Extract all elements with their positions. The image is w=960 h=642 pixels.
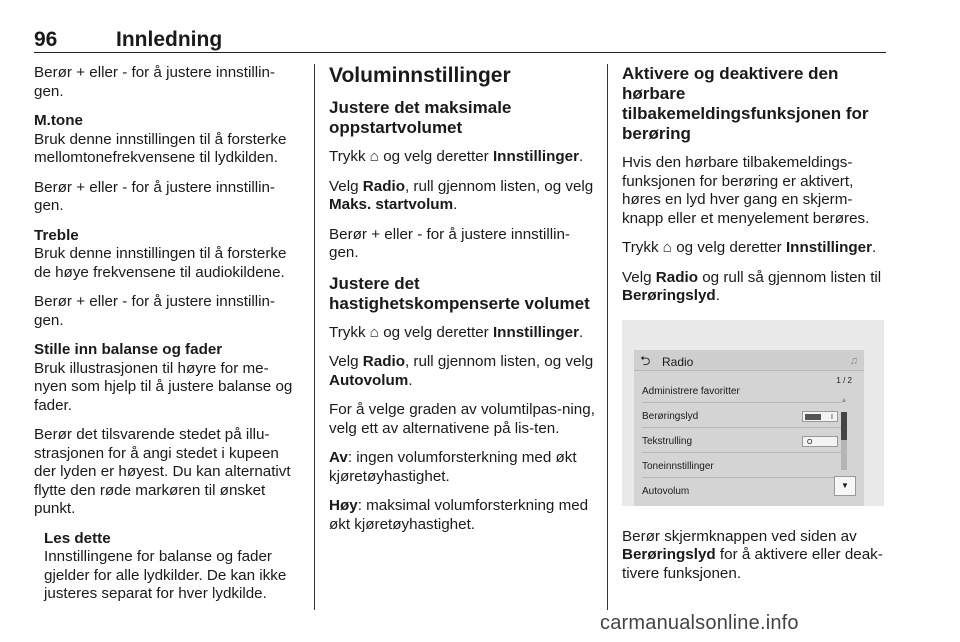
radio-screen [634,350,864,506]
page-indicator: 1 / 2 [836,375,852,385]
toggle-switch[interactable]: I [802,411,838,422]
paragraph: Høy: maksimal volumforsterkning med økt kjøretøyhastighet. [329,497,589,533]
column-divider [314,64,315,610]
paragraph: Berør + eller - for å justere innstillin-gen. [329,225,570,261]
music-note-icon[interactable]: ♫ [849,354,858,367]
column-left [34,64,300,615]
list-item[interactable]: Tekstrulling O [642,428,842,453]
list-item[interactable]: Toneinnstillinger [642,453,842,478]
column-middle [329,64,595,545]
paragraph: Velg Radio og rull så gjennom listen til Berøringslyd. [622,268,882,304]
page-header [34,28,886,52]
note-box [44,530,300,604]
subheading-balance: Stille inn balanse og fader [34,341,223,358]
scroll-down-button[interactable]: ▼ [834,476,856,496]
paragraph: Velg Radio, rull gjennom listen, og velg Maks. startvolum. [329,177,594,213]
subheading-treble: Treble [34,226,79,244]
section-heading: Aktivere og deaktivere den hørbare tilbakemeldingsfunksjonen for berøring [622,64,869,143]
column-divider [607,64,608,610]
page-title: Innledning [116,28,223,51]
scrollbar-thumb[interactable] [841,412,847,440]
toggle-switch[interactable]: O [802,436,838,447]
paragraph: Velg Radio, rull gjennom listen, og velg Autovolum. [329,353,594,389]
paragraph: Berør + eller - for å justere innstillin-gen. [34,178,275,214]
list-item[interactable]: Autovolum [642,485,690,497]
subheading-max-volume: Justere det maksimale oppstartvolumet [329,98,512,137]
section-heading: Voluminnstillinger [329,64,511,87]
paragraph: Av: ingen volumforsterkning med økt kjøretøyhastighet. [329,449,577,485]
home-icon: ⌂ [662,239,672,256]
paragraph: Bruk denne innstillingen til å forsterke de høye frekvensene til audiokildene. [34,245,287,281]
paragraph: Berør det tilsvarende stedet på illu-strasjonen for å angi stedet i kupeen der lyden er høyest. Du kan alternativt flytte den røde markøren til ønsket punkt. [34,426,291,517]
header-rule [34,52,886,53]
back-icon[interactable]: ⮌ [640,352,651,368]
settings-list [642,378,842,502]
subheading-speed-volume: Justere det hastighetskompenserte volumet [329,273,590,313]
paragraph: Berør + eller - for å justere innstillin-gen. [34,64,275,100]
paragraph: Trykk ⌂ og velg deretter Innstillinger. [329,323,584,341]
list-item[interactable]: Administrere favoritter [642,378,842,403]
screen-topbar [634,350,864,371]
screen-illustration [622,320,884,506]
list-item[interactable]: Berøringslyd I [642,403,842,428]
home-icon: ⌂ [369,148,379,165]
column-right [622,64,888,594]
watermark: carmanualsonline.info [600,612,799,634]
home-icon: ⌂ [369,323,379,341]
paragraph: Hvis den hørbare tilbakemeldings-funksjonen for berøring er aktivert, høres en lyd hver gang en skjerm-knapp eller et menyelement berøres. [622,154,870,227]
paragraph: For å velge graden av volumtilpas-ning, velg ett av alternativene på lis-ten. [329,401,595,437]
paragraph: Bruk illustrasjonen til høyre for me-nyen som hjelp til å justere balanse og fader. [34,359,293,414]
scroll-up-icon[interactable]: ▲ [840,396,848,404]
paragraph: Berør + eller - for å justere innstillin-gen. [34,293,275,329]
page-number: 96 [34,28,58,51]
paragraph: Trykk ⌂ og velg deretter Innstillinger. [329,148,584,165]
subheading-mtone: M.tone [34,112,83,129]
paragraph: Berør skjermknappen ved siden av Berøringslyd for å aktivere eller deak-tivere funksjonen. [622,527,883,582]
note-text: Innstillingene for balanse og fader gjelder for alle lydkilder. De kan ikke justeres separat for hver lydkilde. [44,548,287,602]
screen-title: Radio [662,354,694,369]
paragraph: Trykk ⌂ og velg deretter Innstillinger. [622,239,877,256]
note-title: Les dette [44,529,111,547]
paragraph: Bruk denne innstillingen til å forsterke mellomtonefrekvensene til lydkilden. [34,130,287,166]
